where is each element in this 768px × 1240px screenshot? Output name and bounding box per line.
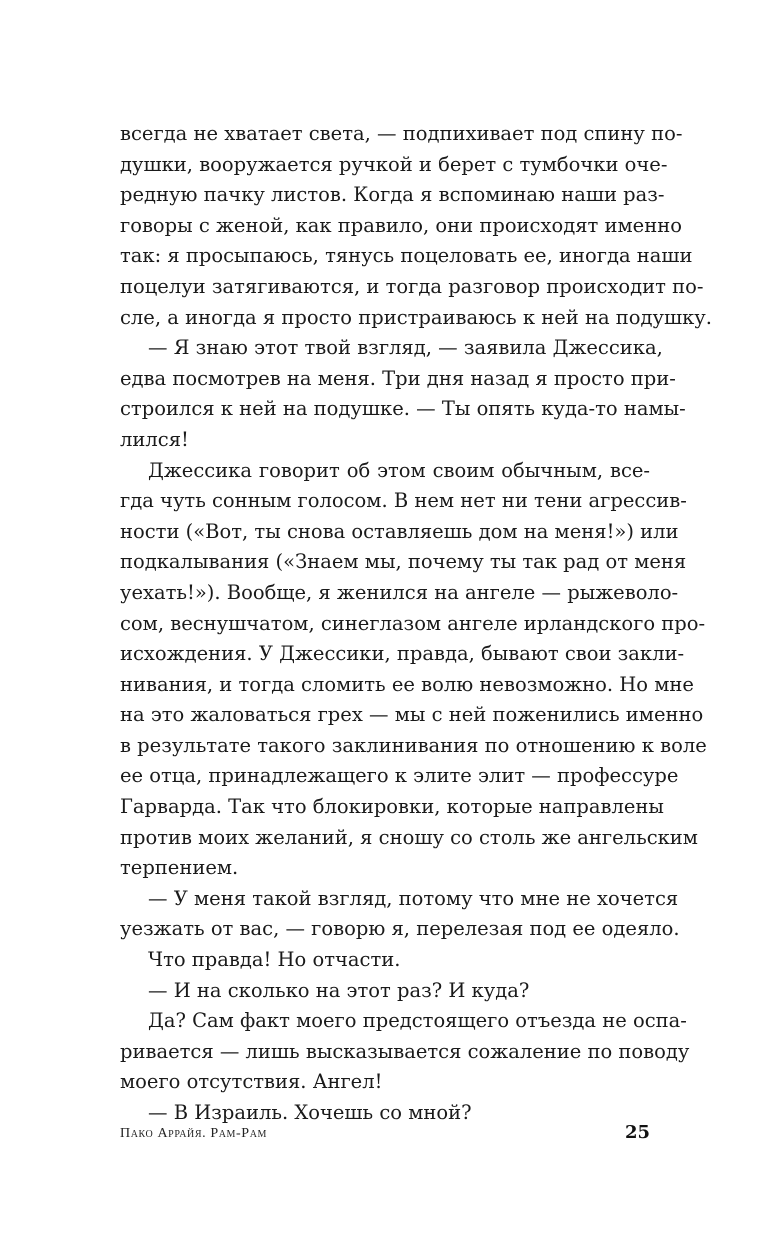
text-line: ее отца, принадлежащего к элите элит — профессуре — [120, 764, 679, 788]
text-line: сле, а иногда я просто пристраиваюсь к ней на подушку. — [120, 305, 712, 329]
text-line: — В Израиль. Хочешь со мной? — [148, 1101, 472, 1124]
text-line: строился к ней на подушке. — Ты опять куда-то намы- — [120, 397, 686, 421]
paragraph — [120, 1006, 690, 1098]
page-body — [120, 119, 712, 1129]
page-footer — [120, 1122, 650, 1146]
text-line: на это жаловаться грех — мы с ней поженились именно — [120, 703, 704, 727]
text-line: в результате такого заклинивания по отношению к воле — [120, 733, 707, 757]
text-line: Что правда! Но отчасти. — [148, 948, 401, 972]
text-line: всегда не хватает света, — подпихивает под спину по- — [120, 122, 683, 145]
text-line: против моих желаний, я сношу со столь же ангельским — [120, 825, 698, 849]
paragraph — [120, 945, 650, 976]
text-line: поцелуи затягиваются, и тогда разговор происходит по- — [120, 274, 704, 298]
text-line: моего отсутствия. Ангел! — [120, 1070, 383, 1094]
text-line: Гарварда. Так что блокировки, которые направлены — [120, 795, 664, 819]
paragraph — [120, 333, 686, 455]
text-line: Да? Сам факт моего предстоящего отъезда не оспа- — [148, 1009, 687, 1033]
paragraph — [120, 119, 712, 333]
text-line: так: я просыпаюсь, тянусь поцеловать ее, иногда наши — [120, 244, 693, 268]
text-line: нивания, и тогда сломить ее волю невозможно. Но мне — [120, 672, 694, 696]
text-line: гда чуть сонным голосом. В нем нет ни тени агрессив- — [120, 489, 687, 513]
text-line: душки, вооружается ручкой и берет с тумбочки оче- — [120, 152, 668, 176]
text-line: сом, веснушчатом, синеглазом ангеле ирландского про- — [120, 611, 706, 635]
text-line: говоры с женой, как правило, они происходят именно — [120, 213, 682, 237]
page-number: 25 — [624, 1122, 650, 1143]
text-line: уехать!»). Вообще, я женился на ангеле — рыжеволо- — [120, 580, 679, 604]
text-line: едва посмотрев на меня. Три дня назад я просто при- — [120, 366, 676, 390]
text-line: Джессика говорит об этом своим обычным, все- — [148, 458, 650, 482]
running-head: Пако Аррайя. Рам-Рам — [120, 1126, 268, 1141]
text-line: подкалывания («Знаем мы, почему ты так рад от меня — [120, 550, 687, 574]
text-line: — Я знаю этот твой взгляд, — заявила Джессика, — [148, 336, 663, 360]
paragraph — [120, 976, 650, 1007]
paragraph — [120, 884, 680, 945]
paragraph — [120, 456, 707, 884]
text-line: — У меня такой взгляд, потому что мне не хочется — [148, 886, 679, 910]
text-line: уезжать от вас, — говорю я, перелезая под ее одеяло. — [120, 917, 680, 941]
text-line: редную пачку листов. Когда я вспоминаю наши раз- — [120, 183, 665, 207]
text-line: — И на сколько на этот раз? И куда? — [148, 978, 530, 1002]
text-line: ности («Вот, ты снова оставляешь дом на меня!») или — [120, 519, 679, 543]
text-line: исхождения. У Джессики, правда, бывают свои закли- — [120, 642, 685, 666]
text-line: ривается — лишь высказывается сожаление по поводу — [120, 1039, 690, 1063]
text-line: лился! — [120, 427, 189, 451]
text-line: терпением. — [120, 856, 239, 880]
